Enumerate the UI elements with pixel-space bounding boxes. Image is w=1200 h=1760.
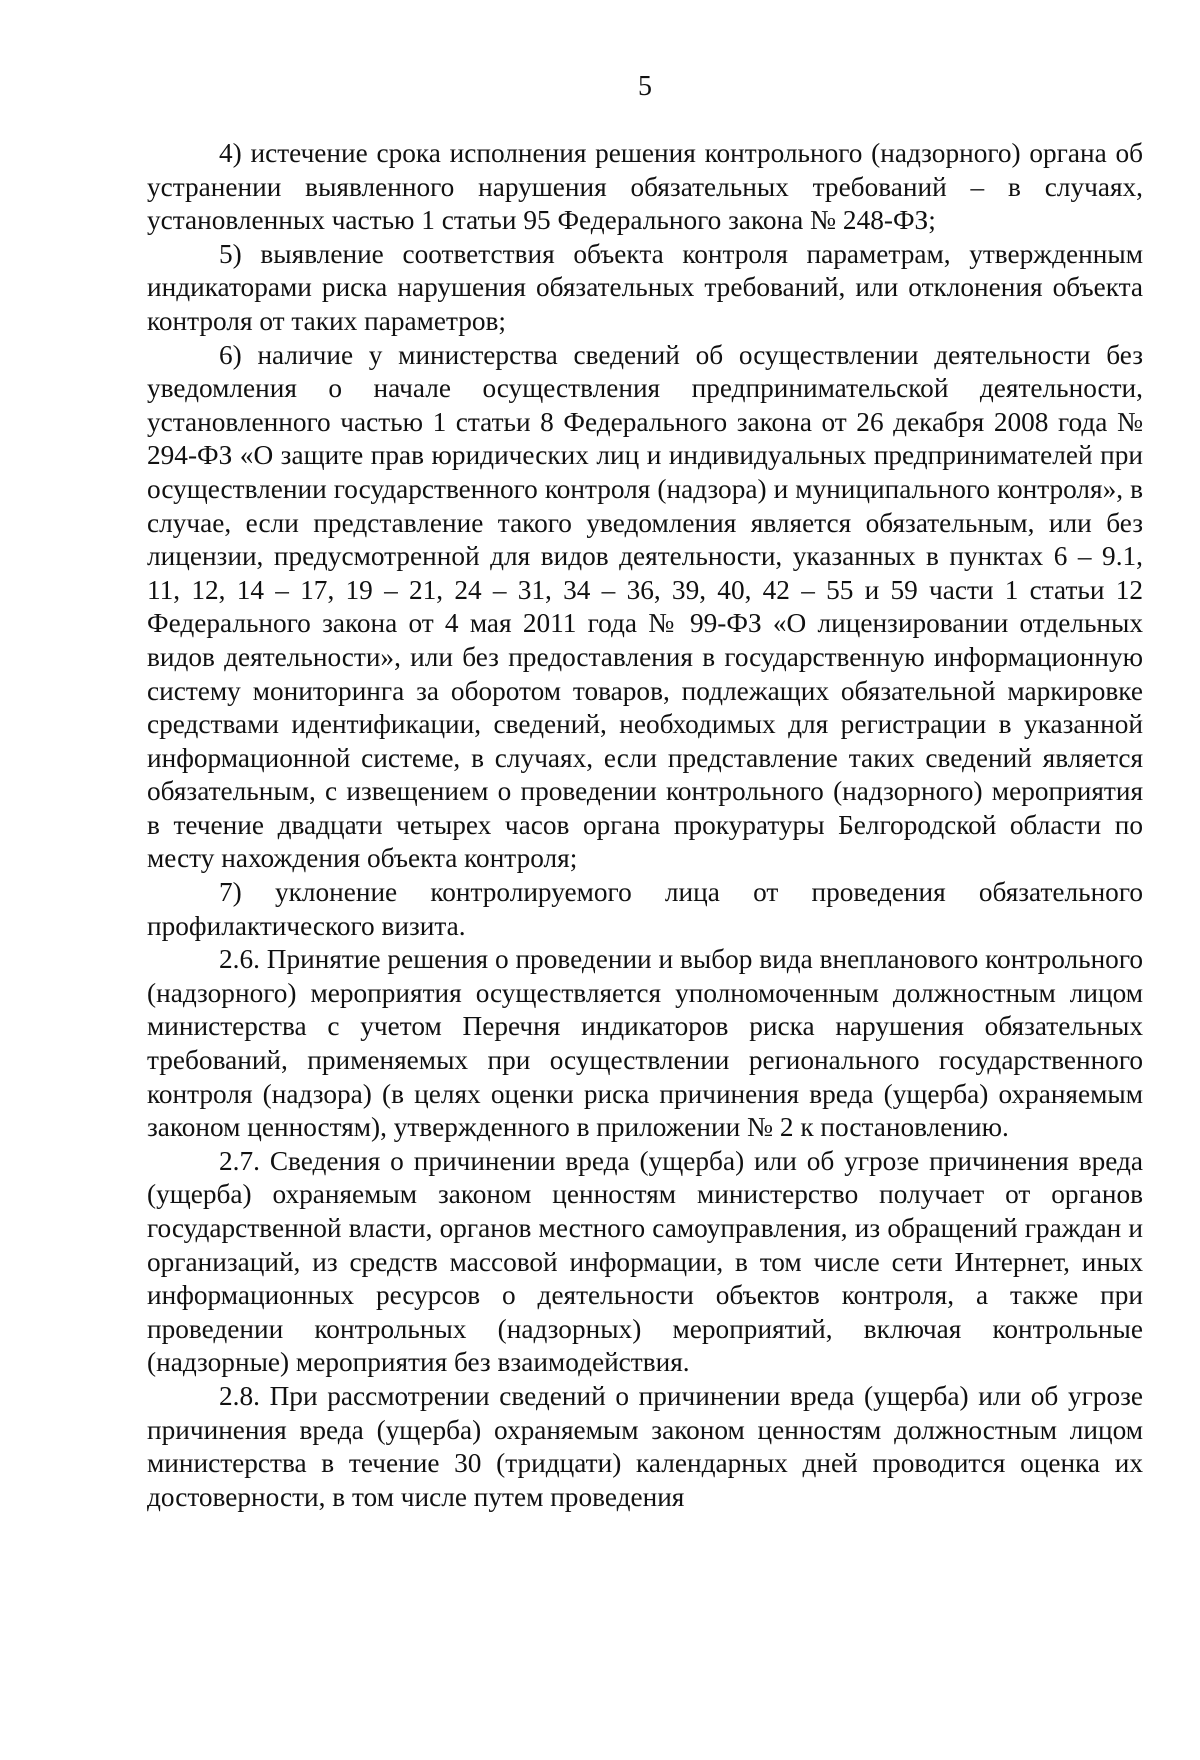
paragraph-item-4: 4) истечение срока исполнения решения контрольного (надзорного) органа об устранении выявленного нарушения обязательных требований – в случаях, установленных частью 1 статьи 95 Федерального закона № 248-ФЗ; (147, 138, 1143, 236)
paragraph-item-6: 6) наличие у министерства сведений об осуществлении деятельности без уведомления о начале осуществления предпринимательской деятельности, установленного частью 1 статьи 8 Федерального закона от 26 декабря 2008 года № 294-ФЗ «О защите прав юридических лиц и индивидуальных предпринимателей при осуществлении государственного контроля (надзора) и муниципального контроля», в случае, если представление такого уведомления является обязательным, или без лицензии, предусмотренной для видов деятельности, указанных в пунктах 6 – 9.1, 11, 12, 14 – 17, 19 – 21, 24 – 31, 34 – 36, 39, 40, 42 – 55 и 59 части 1 статьи 12 Федерального закона от 4 мая 2011 года № 99-ФЗ «О лицензировании отдельных видов деятельности», или без предоставления в государственную информационную систему мониторинга за оборотом товаров, подлежащих обязательной маркировке средствами идентификации, сведений, необходимых для регистрации в указанной информационной системе, в случаях, если представление таких сведений является обязательным, с извещением о проведении контрольного (надзорного) мероприятия в течение двадцати четырех часов органа прокуратуры Белгородской области по месту нахождения объекта контроля; (147, 339, 1143, 874)
paragraph-section-2-8: 2.8. При рассмотрении сведений о причинении вреда (ущерба) или об угрозе причинения вреда (ущерба) охраняемым законом ценностям должностным лицом министерства в течение 30 (тридцати) календарных дней проводится оценка их достоверности, в том числе путем проведения (147, 1380, 1143, 1512)
paragraph-item-5: 5) выявление соответствия объекта контроля параметрам, утвержденным индикаторами риска нарушения обязательных требований, или отклонения объекта контроля от таких параметров; (147, 238, 1143, 336)
paragraph-item-7: 7) уклонение контролируемого лица от проведения обязательного профилактического визита. (147, 877, 1143, 941)
paragraph-section-2-7: 2.7. Сведения о причинении вреда (ущерба) или об угрозе причинения вреда (ущерба) охраняемым законом ценностям министерство получает от органов государственной власти, органов местного самоуправления, из обращений граждан и организаций, из средств массовой информации, в том числе сети Интернет, иных информационных ресурсов о деятельности объектов контроля, а также при проведении контрольных (надзорных) мероприятий, включая контрольные (надзорные) мероприятия без взаимодействия. (147, 1145, 1143, 1378)
paragraph-section-2-6: 2.6. Принятие решения о проведении и выбор вида внепланового контрольного (надзорного) мероприятия осуществляется уполномоченным должностным лицом министерства с учетом Перечня индикаторов риска нарушения обязательных требований, применяемых при осуществлении регионального государственного контроля (надзора) (в целях оценки риска причинения вреда (ущерба) охраняемым законом ценностям), утвержденного в приложении № 2 к постановлению. (147, 944, 1143, 1143)
page-number: 5 (638, 71, 652, 102)
document-body (147, 137, 1143, 1514)
